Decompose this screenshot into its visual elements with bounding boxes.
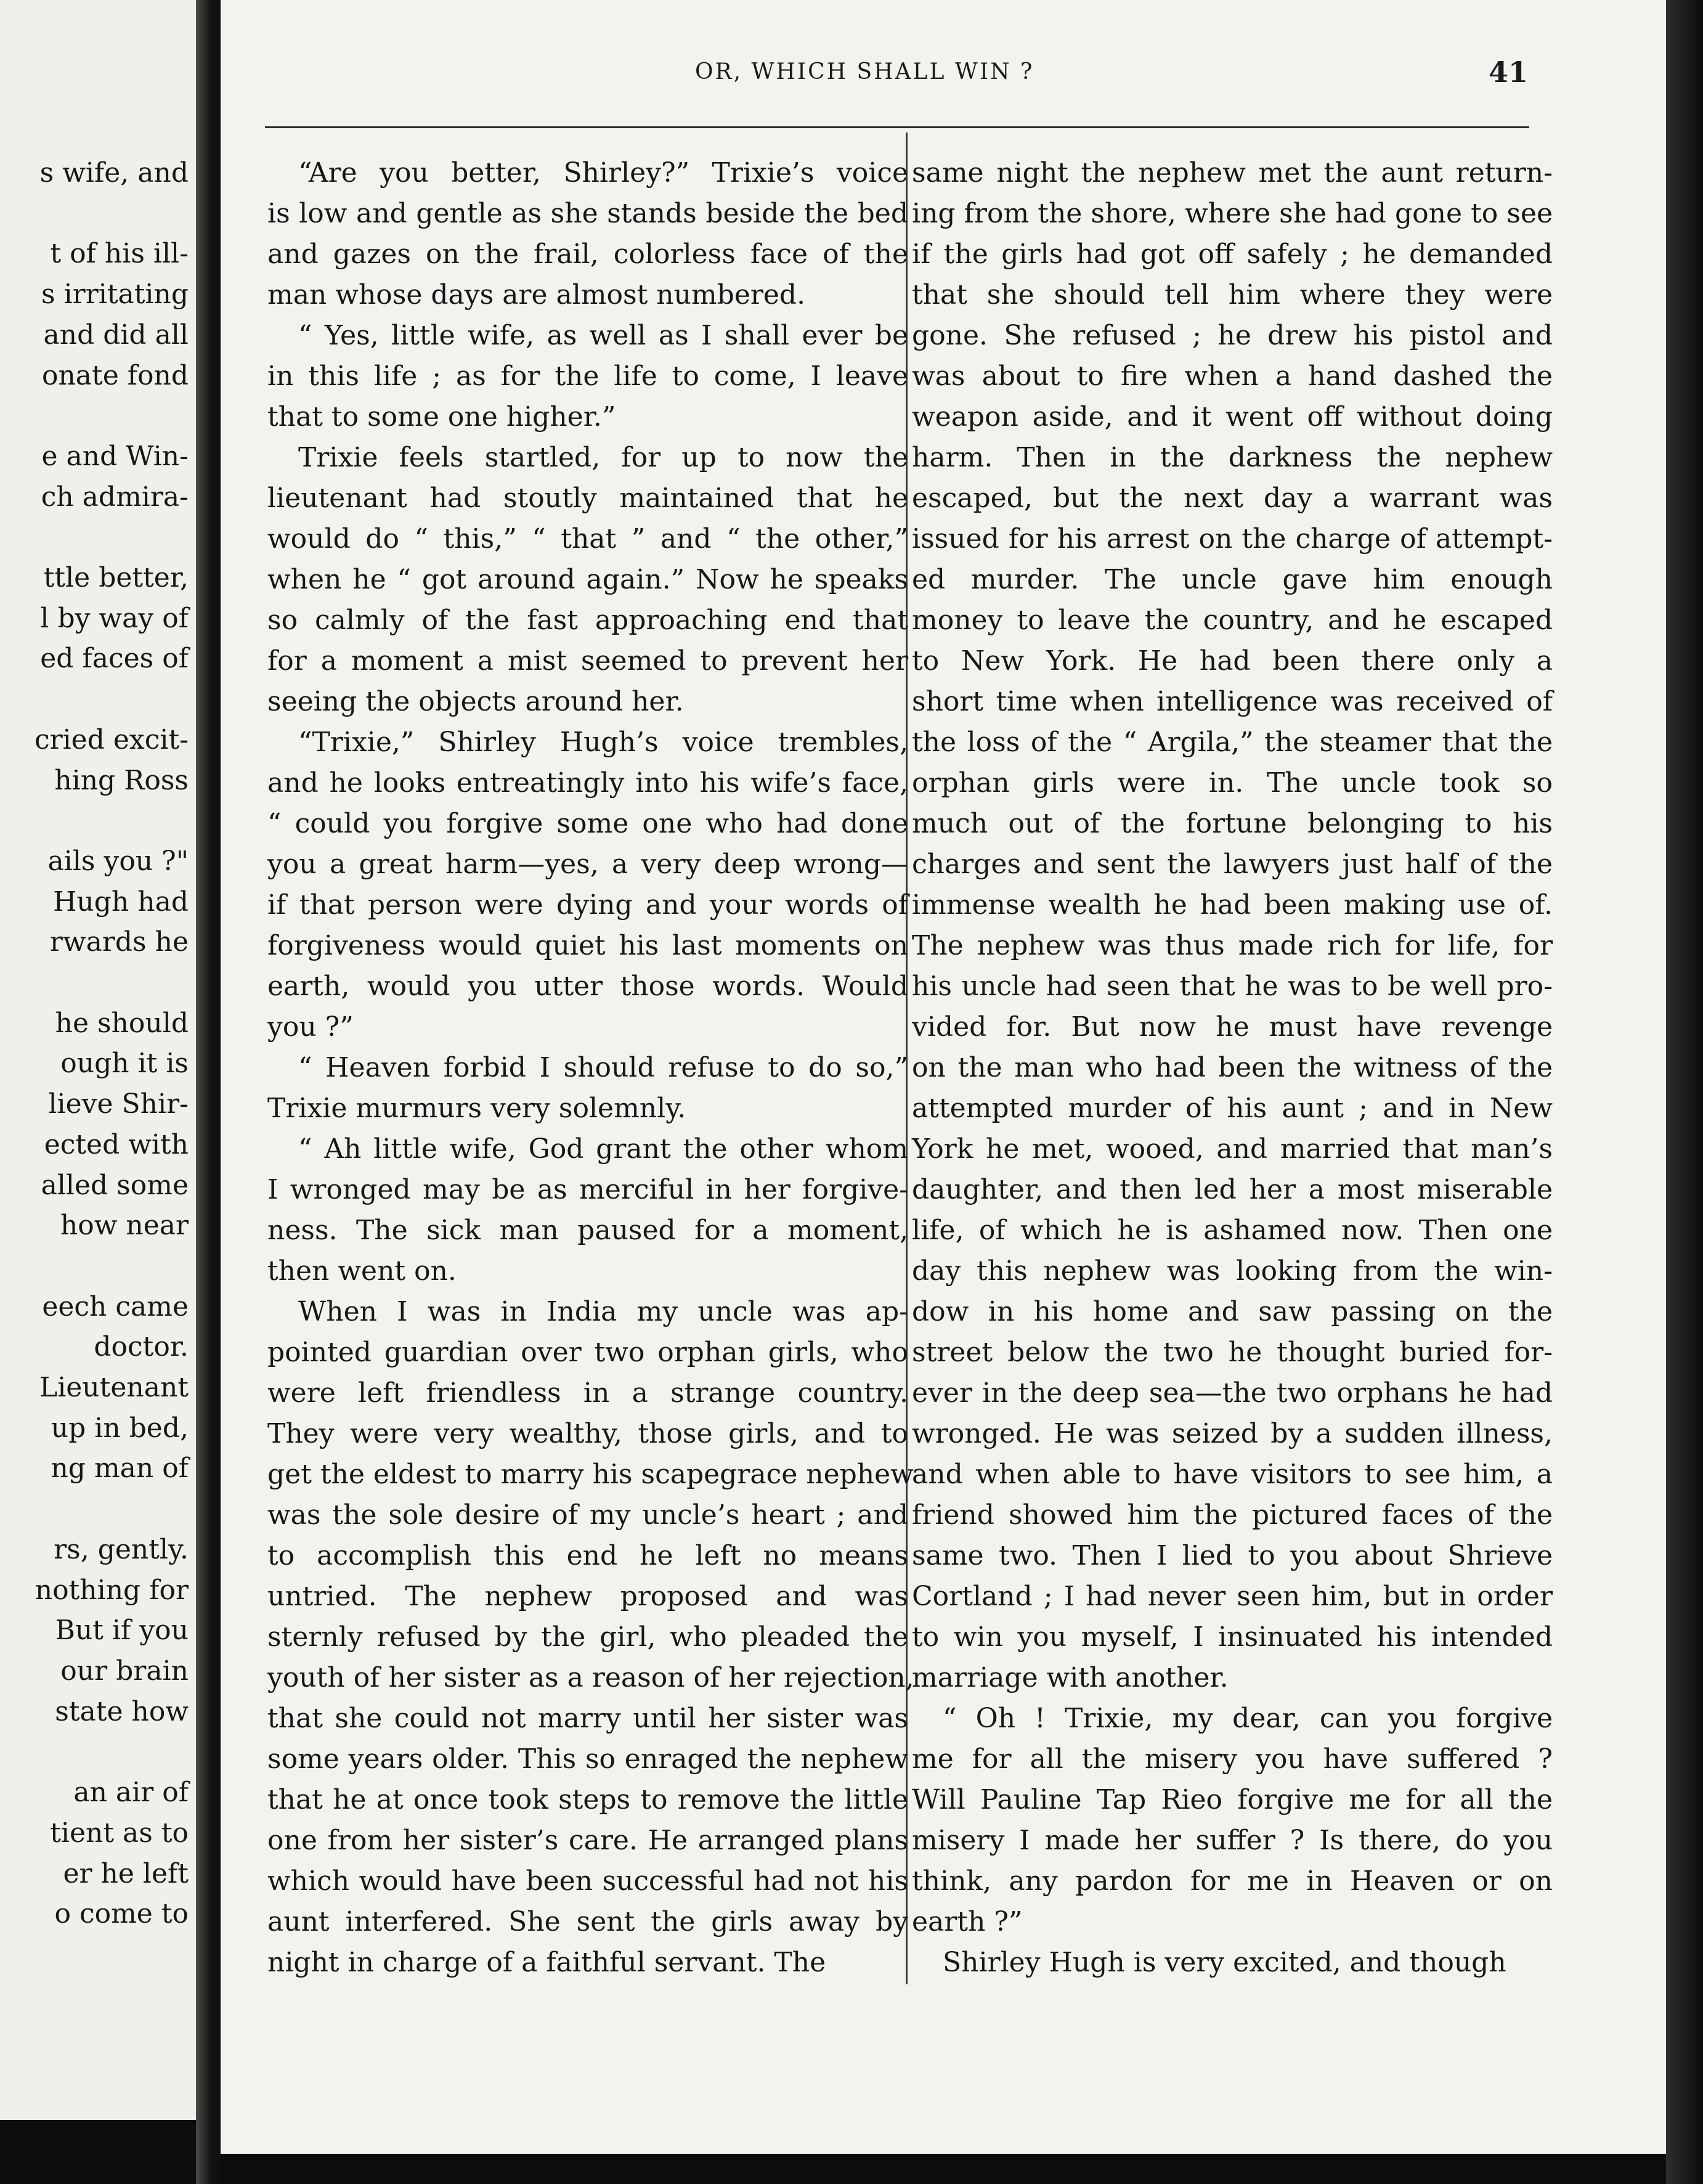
left-page-fragment: onate fond <box>41 359 189 391</box>
right-line: his uncle had seen that he was to be well pro- <box>912 971 1553 1002</box>
left-line: forgiveness would quiet his last moments on <box>267 930 908 961</box>
left-page-fragment: and did all <box>43 319 189 351</box>
right-line: misery I made her suffer ? Is there, do you <box>912 1825 1553 1856</box>
left-line: They were very wealthy, those girls, and to <box>267 1418 908 1449</box>
right-line: The nephew was thus made rich for life, for <box>912 930 1553 961</box>
left-page-fragment: cried excit- <box>34 723 189 756</box>
left-line: “ Heaven forbid I should refuse to do so,” <box>298 1052 908 1083</box>
right-line: daughter, and then led her a most miserable <box>912 1174 1553 1205</box>
left-page-fragment: up in bed, <box>51 1412 189 1444</box>
left-line: would do “ this,” “ that ” and “ the other,” <box>267 523 908 555</box>
left-line: then went on. <box>267 1255 457 1287</box>
right-line: to win you myself, I insinuated his intended <box>912 1621 1553 1653</box>
left-line: that he at once took steps to remove the little <box>267 1784 908 1815</box>
right-line: the loss of the “ Argila,” the steamer that the <box>912 727 1553 758</box>
left-line: one from her sister’s care. He arranged plans <box>267 1825 908 1856</box>
left-line: ness. The sick man paused for a moment, <box>267 1215 908 1246</box>
right-line: escaped, but the next day a warrant was <box>912 483 1553 514</box>
left-page-fragment: Hugh had <box>53 886 189 918</box>
right-line: money to leave the country, and he escaped <box>912 605 1553 636</box>
right-line: same night the nephew met the aunt return- <box>912 157 1553 189</box>
right-line: short time when intelligence was received of <box>912 686 1553 717</box>
left-line: seeing the objects around her. <box>267 686 684 717</box>
left-line: untried. The nephew proposed and was <box>267 1581 908 1612</box>
right-line: street below the two he thought buried for- <box>912 1337 1553 1368</box>
left-page-fragment: doctor. <box>94 1331 189 1363</box>
right-line: much out of the fortune belonging to his <box>912 808 1553 839</box>
right-line: earth ?” <box>912 1906 1023 1937</box>
left-page-fragment: lieve Shir- <box>48 1088 189 1120</box>
right-line: and when able to have visitors to see him, a <box>912 1459 1553 1490</box>
right-line: was about to fire when a hand dashed the <box>912 361 1553 392</box>
left-line: in this life ; as for the life to come, I leave <box>267 361 908 392</box>
right-line: day this nephew was looking from the win- <box>912 1255 1553 1287</box>
left-line: that she could not marry until her sister was <box>267 1703 908 1734</box>
right-line: harm. Then in the darkness the nephew <box>912 442 1553 473</box>
left-page-fragment: tient as to <box>50 1817 189 1849</box>
right-line: ing from the shore, where she had gone to see <box>912 198 1553 229</box>
left-line: Trixie feels startled, for up to now the <box>298 442 908 473</box>
right-line: think, any pardon for me in Heaven or on <box>912 1865 1553 1897</box>
left-page-fragment: hing Ross <box>54 764 189 796</box>
left-line: that to some one higher.” <box>267 401 616 433</box>
left-line: some years older. This so enraged the nephew <box>267 1743 908 1775</box>
right-line: to New York. He had been there only a <box>912 645 1553 677</box>
left-page-fragment: ed faces of <box>40 643 189 675</box>
left-line: “ could you forgive some one who had done <box>267 808 908 839</box>
right-line: same two. Then I lied to you about Shrieve <box>912 1540 1553 1571</box>
page-number: 41 <box>1489 55 1529 89</box>
left-page-fragment: o come to <box>54 1898 189 1930</box>
left-page-fragment: state how <box>55 1695 189 1727</box>
left-page-fragment: But if you <box>55 1615 189 1647</box>
left-page-fragment: ough it is <box>60 1048 189 1080</box>
left-page-fragment: how near <box>60 1210 189 1242</box>
left-line: earth, would you utter those words. Would <box>267 971 908 1002</box>
left-line: is low and gentle as she stands beside the bed <box>267 198 908 229</box>
left-line: were left friendless in a strange country. <box>267 1377 908 1409</box>
right-line: weapon aside, and it went off without doing <box>912 401 1553 433</box>
right-line: orphan girls were in. The uncle took so <box>912 767 1553 799</box>
right-line: ever in the deep sea—the two orphans he had <box>912 1377 1553 1409</box>
left-page-fragment: eech came <box>42 1290 189 1322</box>
left-page-fragment: s wife, and <box>39 157 189 189</box>
left-page-fragment: ttle better, <box>43 562 189 594</box>
right-line: immense wealth he had been making use of. <box>912 889 1553 921</box>
right-line: gone. She refused ; he drew his pistol and <box>912 320 1553 351</box>
left-page-fragment: ch admira- <box>41 481 189 513</box>
right-line: life, of which he is ashamed now. Then one <box>912 1215 1553 1246</box>
left-line: when he “ got around again.” Now he speaks <box>267 564 908 595</box>
left-line: if that person were dying and your words of <box>267 889 908 921</box>
left-page-fragment: ng man of <box>51 1453 189 1485</box>
right-line: Will Pauline Tap Rieo forgive me for all the <box>912 1784 1553 1815</box>
right-line: vided for. But now he must have revenge <box>912 1011 1553 1043</box>
book-gutter <box>196 0 221 2184</box>
left-line: you a great harm—yes, a very deep wrong— <box>267 849 908 880</box>
left-line: and he looks entreatingly into his wife’s face, <box>267 767 908 799</box>
header-rule <box>265 126 1529 128</box>
right-line: Shirley Hugh is very excited, and though <box>943 1947 1506 1978</box>
left-line: so calmly of the fast approaching end that <box>267 605 908 636</box>
right-line: marriage with another. <box>912 1662 1229 1693</box>
right-line: “ Oh ! Trixie, my dear, can you forgive <box>943 1703 1553 1734</box>
left-line: get the eldest to marry his scapegrace nephew <box>267 1459 914 1490</box>
right-line: York he met, wooed, and married that man’s <box>912 1133 1553 1165</box>
left-page-fragment: s irritating <box>41 279 189 311</box>
left-line: to accomplish this end he left no means <box>267 1540 908 1571</box>
left-page-fragment: ected with <box>44 1128 189 1160</box>
left-page-fragment: ails you ?" <box>47 845 189 877</box>
right-line: ed murder. The uncle gave him enough <box>912 564 1553 595</box>
right-line: on the man who had been the witness of the <box>912 1052 1553 1083</box>
left-line: lieutenant had stoutly maintained that he <box>267 483 908 514</box>
right-line: issued for his arrest on the charge of attempt- <box>912 523 1553 555</box>
right-line: me for all the misery you have suffered ? <box>912 1743 1553 1775</box>
left-page-fragment: Lieutenant <box>39 1372 189 1404</box>
left-line: youth of her sister as a reason of her rejection, <box>267 1662 914 1693</box>
left-line: “Trixie,” Shirley Hugh’s voice trembles, <box>298 727 908 758</box>
right-line: charges and sent the lawyers just half of the <box>912 849 1553 880</box>
right-line: attempted murder of his aunt ; and in New <box>912 1093 1553 1124</box>
left-line: I wronged may be as merciful in her forgive- <box>267 1174 908 1205</box>
left-line: was the sole desire of my uncle’s heart ; and <box>267 1499 908 1531</box>
left-line: “ Ah little wife, God grant the other whom <box>298 1133 908 1165</box>
left-line: night in charge of a faithful servant. The <box>267 1947 826 1978</box>
left-page-fragment: our brain <box>60 1655 189 1687</box>
left-line: you ?” <box>267 1011 354 1043</box>
left-page-fragment: t of his ill- <box>50 238 189 270</box>
left-line: “Are you better, Shirley?” Trixie’s voice <box>298 157 908 189</box>
right-line: Cortland ; I had never seen him, but in order <box>912 1581 1553 1612</box>
right-line: friend showed him the pictured faces of the <box>912 1499 1553 1531</box>
left-page-fragment: he should <box>55 1007 189 1039</box>
left-page-fragment: rwards he <box>49 926 189 958</box>
left-page-fragment: rs, gently. <box>54 1533 189 1565</box>
running-head: OR, WHICH SHALL WIN ? <box>695 59 1034 84</box>
left-line: When I was in India my uncle was ap- <box>298 1296 908 1327</box>
left-line: man whose days are almost numbered. <box>267 279 806 311</box>
page-edge <box>1666 0 1703 2184</box>
left-line: Trixie murmurs very solemnly. <box>267 1093 686 1124</box>
left-page-fragment: e and Win- <box>41 440 189 472</box>
left-line: sternly refused by the girl, who pleaded the <box>267 1621 908 1653</box>
right-line: that she should tell him where they were <box>912 279 1553 311</box>
left-page-fragment: an air of <box>73 1777 189 1809</box>
left-line: “ Yes, little wife, as well as I shall ever be <box>298 320 908 351</box>
left-line: for a moment a mist seemed to prevent her <box>267 645 908 677</box>
left-page-fragment: l by way of <box>40 602 189 634</box>
left-line: which would have been successful had not his <box>267 1865 908 1897</box>
left-page-fragment: er he left <box>63 1857 189 1889</box>
left-page-fragment: nothing for <box>35 1574 189 1606</box>
left-line: pointed guardian over two orphan girls, who <box>267 1337 908 1368</box>
left-page-fragment: alled some <box>41 1169 189 1201</box>
right-line: dow in his home and saw passing on the <box>912 1296 1553 1327</box>
left-line: and gazes on the frail, colorless face of the <box>267 238 908 270</box>
right-line: if the girls had got off safely ; he demanded <box>912 238 1553 270</box>
right-line: wronged. He was seized by a sudden illness, <box>912 1418 1553 1449</box>
left-line: aunt interfered. She sent the girls away by <box>267 1906 908 1937</box>
